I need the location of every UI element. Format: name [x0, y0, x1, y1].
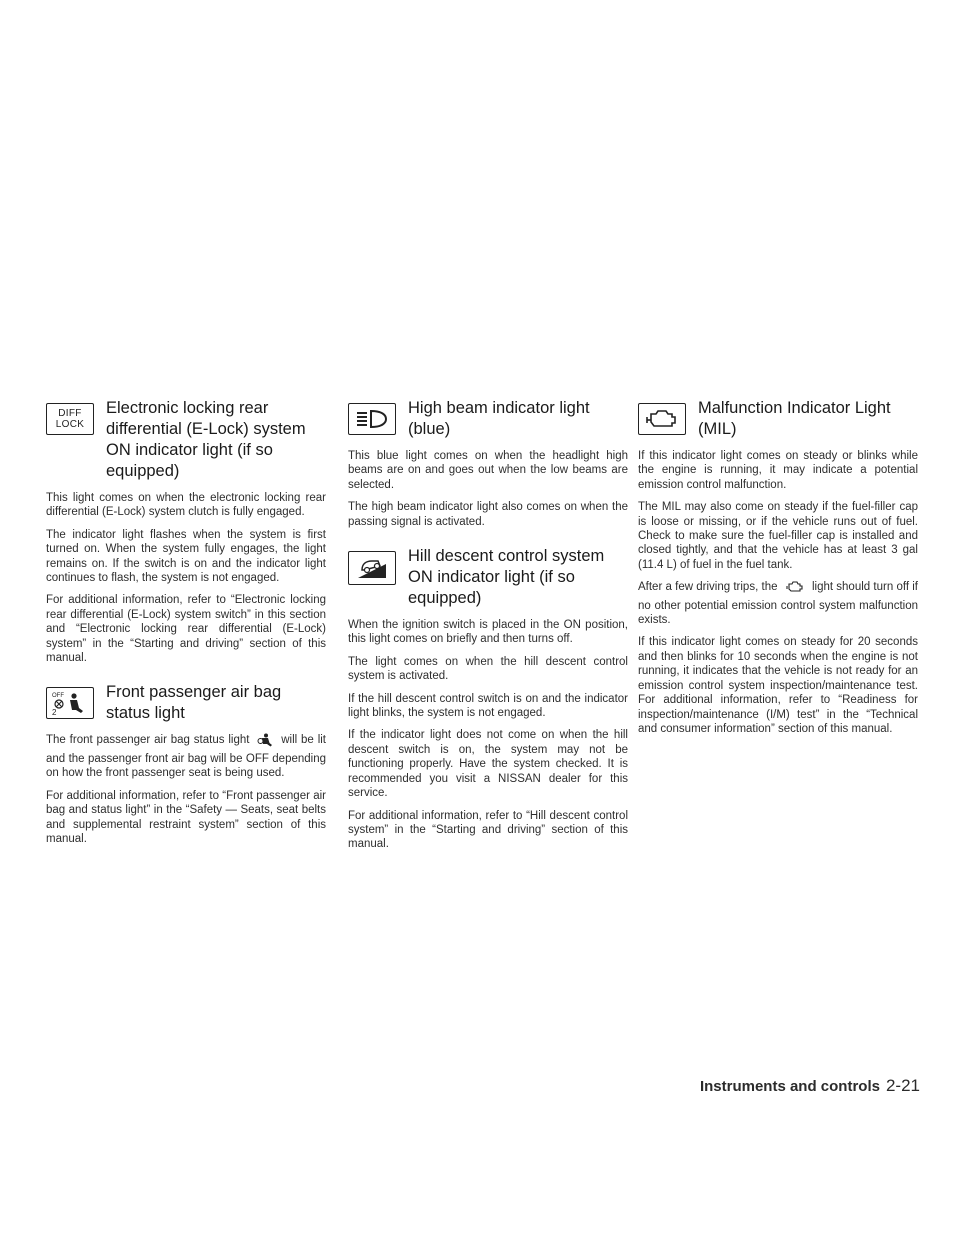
airbag-icon-number: 2: [52, 708, 57, 718]
highbeam-paragraph-1: This blue light comes on when the headlight high beams are on and goes out when the low beams are selected.: [348, 450, 628, 491]
column-right: [638, 395, 918, 744]
column-middle: [348, 395, 628, 860]
hill-paragraph-2: The light comes on when the hill descent control system is activated.: [348, 655, 628, 683]
hill-heading: [348, 543, 628, 609]
engine-check-icon: [638, 403, 686, 435]
page-number: 2-21: [885, 1076, 920, 1095]
diff-lock-icon-label-top: DIFF: [58, 408, 82, 419]
hill-paragraph-1: When the ignition switch is placed in the ON position, this light comes on briefly and then turns off.: [348, 619, 628, 646]
mil-paragraph-2: The MIL may also come on steady if the fuel-filler cap is loose or missing, or if the vehicle runs out of fuel. Check to make sure the fuel-filler cap is installed and closed tightly, and that the vehicle has at least 3 gal (11.4 L) of fuel in the fuel tank.: [638, 501, 918, 571]
highbeam-heading: [348, 395, 628, 440]
column-left: [46, 395, 326, 854]
mil-paragraph-4: If this indicator light comes on steady for 20 seconds and then blinks for 10 seconds when the engine is not running, it indicates that the vehicle is not ready for an emission control system inspection/maintenance test. For additional information, refer to “Readiness for inspection/maintenance (I/M) test” in the “Technical and consumer information” section of this manual.: [638, 636, 918, 735]
highbeam-title: High beam indicator light (blue): [408, 399, 590, 438]
airbag-inline-icon: [257, 733, 273, 751]
airbag-off-icon: [46, 687, 94, 719]
airbag-heading: [46, 679, 326, 724]
hill-title: Hill descent control system ON indicator light (if so equipped): [408, 547, 605, 608]
diff-lock-icon: [46, 403, 94, 435]
airbag-paragraph-1-end: will be lit and the passenger front air bag will be OFF depending on how the front passenger seat is being used.: [46, 734, 326, 780]
diff-lock-icon-label-bottom: LOCK: [55, 419, 85, 430]
engine-inline-icon: [785, 580, 805, 598]
page-footer: [646, 1076, 920, 1096]
hill-paragraph-4: If the indicator light does not come on when the hill descent switch is on, the system may not be functioning properly. Have the system checked. It is recommended you visit a NISSAN dealer for this service.: [348, 729, 628, 800]
elock-paragraph-2: The indicator light flashes when the system is first turned on. When the system fully engages, the light remains on. If the switch is on and the indicator light continues to flash, the system is not engaged.: [46, 528, 326, 585]
airbag-title: Front passenger air bag status light: [106, 683, 282, 723]
mil-paragraph-3: [638, 580, 918, 627]
airbag-paragraph-1: [46, 733, 326, 780]
hill-paragraph-5: For additional information, refer to “Hill descent control system” in the “Starting and driving” section of this manual.: [348, 809, 628, 851]
airbag-paragraph-2: For additional information, refer to “Front passenger air bag and status light” in the “Safety — Seats, seat belts and supplemental restraint system” section of this manual.: [46, 789, 326, 845]
elock-paragraph-3: For additional information, refer to “Electronic locking rear differential (E-Lock) system switch” in this section and “Electronic locking rear differential (E-Lock) system” in the “Starting and driving” section of this manual.: [46, 594, 326, 665]
high-beam-icon: [348, 403, 396, 435]
elock-paragraph-1: This light comes on when the electronic locking rear differential (E-Lock) system clutch is fully engaged.: [46, 492, 326, 519]
airbag-paragraph-1-start: The front passenger air bag status light: [46, 734, 250, 747]
mil-paragraph-1: If this indicator light comes on steady or blinks while the engine is running, it may indicate a potential emission control malfunction.: [638, 450, 918, 491]
airbag-icon-off-text: OFF: [52, 693, 64, 700]
mil-heading: [638, 395, 918, 440]
footer-section-title: Instruments and controls: [699, 1078, 880, 1095]
elock-title: Electronic locking rear differential (E-Lock) system ON indicator light (if so equipped): [106, 399, 306, 480]
elock-heading: [46, 395, 326, 482]
highbeam-paragraph-2: The high beam indicator light also comes on when the passing signal is activated.: [348, 501, 628, 528]
hill-paragraph-3: If the hill descent control switch is on and the indicator light blinks, the system is not engaged.: [348, 692, 628, 720]
mil-paragraph-3-end: light should turn off if no other potential emission control system malfunction exists.: [638, 581, 918, 627]
mil-title: Malfunction Indicator Light (MIL): [698, 399, 891, 438]
hill-descent-icon: [348, 551, 396, 585]
mil-paragraph-3-start: After a few driving trips, the: [638, 581, 778, 594]
